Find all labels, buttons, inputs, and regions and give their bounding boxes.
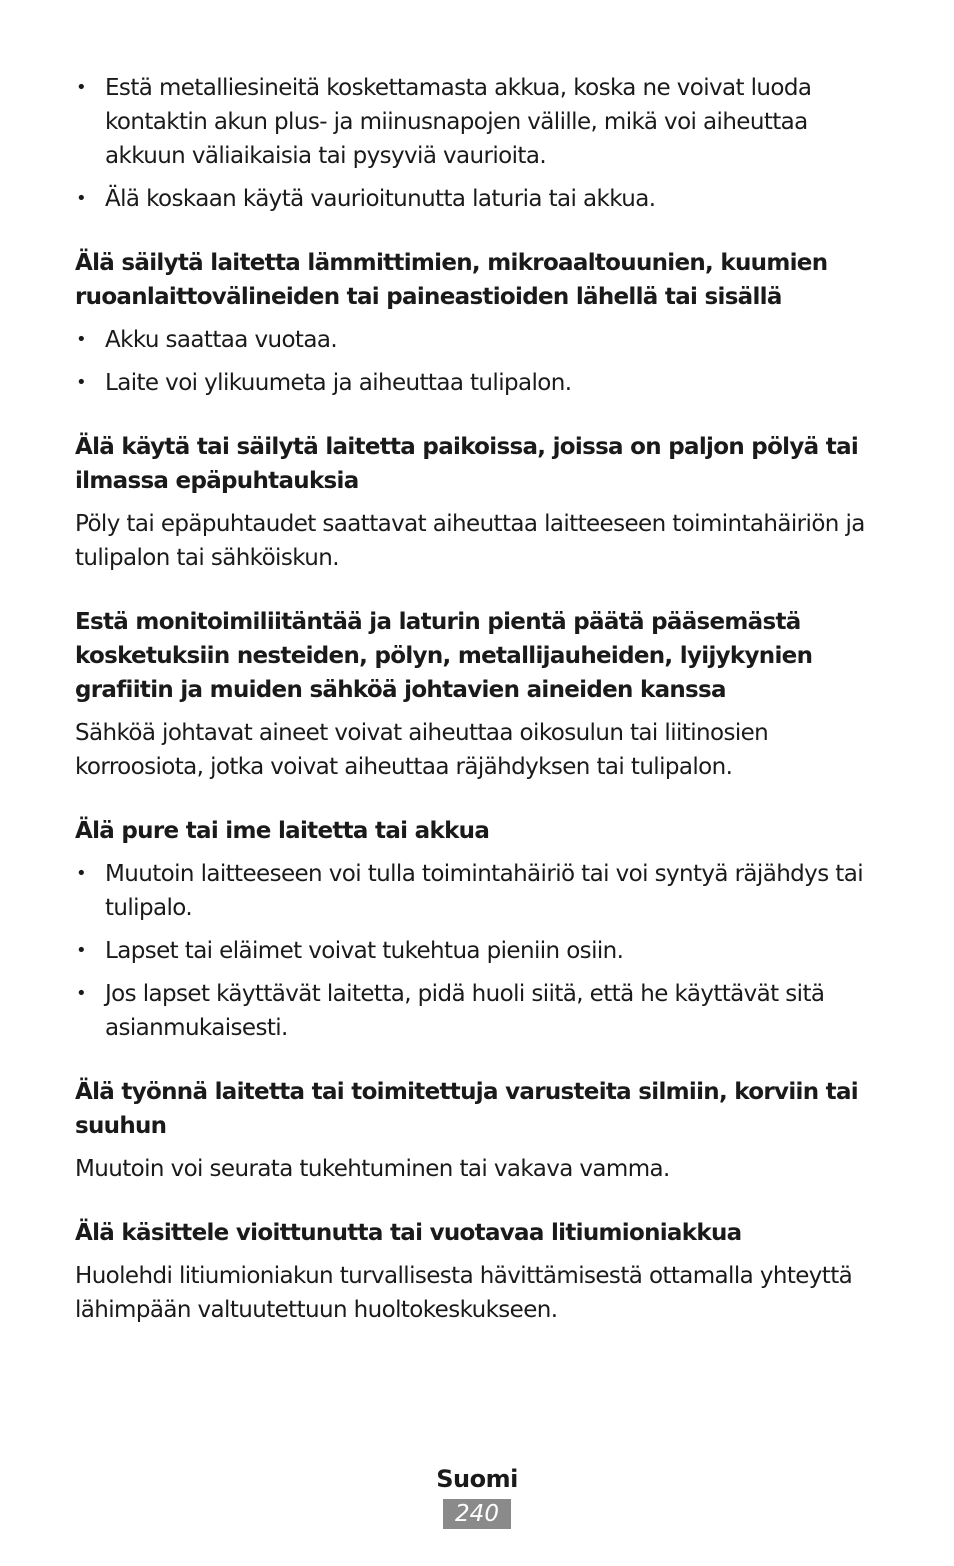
section-heading: Estä monitoimiliitäntää ja laturin pientä päätä pääsemästä kosketuksiin nesteiden, pölyn, metallijauheiden, lyijykynien grafiitin ja muiden sähköä johtavien aineiden kanssa — [75, 609, 813, 703]
section-text: Pöly tai epäpuhtaudet saattavat aiheuttaa laitteeseen toimintahäiriön ja tulipalon tai sähköiskun. — [75, 511, 865, 571]
bullet-icon: • — [76, 372, 87, 393]
bullet-list — [75, 71, 875, 216]
list-item: • Laite voi ylikuumeta ja aiheuttaa tulipalon. — [75, 366, 875, 400]
section-heading: Älä pure tai ime laitetta tai akkua — [75, 818, 490, 844]
list-item: • Estä metalliesineitä koskettamasta akkua, koska ne voivat luoda kontaktin akun plus- ja miinusnapojen välille, mikä voi aiheuttaa akkuun väliaikaisia tai pysyviä vaurioita. — [75, 71, 875, 173]
list-item: • Akku saattaa vuotaa. — [75, 323, 875, 357]
section-heading: Älä käytä tai säilytä laitetta paikoissa, joissa on paljon pölyä tai ilmassa epäpuhtauksia — [75, 434, 859, 494]
section-text: Sähköä johtavat aineet voivat aiheuttaa oikosulun tai liitinosien korroosiota, jotka voivat aiheuttaa räjähdyksen tai tulipalon. — [75, 720, 769, 780]
bullet-icon: • — [76, 188, 87, 209]
bullet-icon: • — [76, 940, 87, 961]
list-item: • Muutoin laitteeseen voi tulla toimintahäiriö tai voi syntyä räjähdys tai tulipalo. — [75, 857, 875, 925]
footer-language: Suomi — [436, 1465, 518, 1493]
section-heading: Älä säilytä laitetta lämmittimien, mikroaaltouunien, kuumien ruoanlaittovälineiden tai paineastioiden lähellä tai sisällä — [75, 250, 828, 310]
list-item: • Lapset tai eläimet voivat tukehtua pieniin osiin. — [75, 934, 875, 968]
bullet-icon: • — [76, 329, 87, 350]
list-item: • Jos lapset käyttävät laitetta, pidä huoli siitä, että he käyttävät sitä asianmukaisesti. — [75, 977, 875, 1045]
section-heading: Älä työnnä laitetta tai toimitettuja varusteita silmiin, korviin tai suuhun — [75, 1079, 858, 1139]
bullet-list — [75, 323, 875, 400]
bullet-icon: • — [76, 77, 87, 98]
list-item: • Älä koskaan käytä vaurioitunutta laturia tai akkua. — [75, 182, 875, 216]
page-number-badge: 240 — [443, 1499, 511, 1529]
section-heading: Älä käsittele vioittunutta tai vuotavaa litiumioniakkua — [75, 1220, 742, 1246]
bullet-icon: • — [76, 983, 87, 1004]
section-text: Huolehdi litiumioniakun turvallisesta hävittämisestä ottamalla yhteyttä lähimpään valtuutettuun huoltokeskukseen. — [75, 1263, 853, 1323]
section-text: Muutoin voi seurata tukehtuminen tai vakava vamma. — [75, 1156, 670, 1182]
page-footer — [0, 1463, 954, 1529]
bullet-icon: • — [76, 863, 87, 884]
page-content — [75, 71, 875, 1357]
bullet-list — [75, 857, 875, 1045]
